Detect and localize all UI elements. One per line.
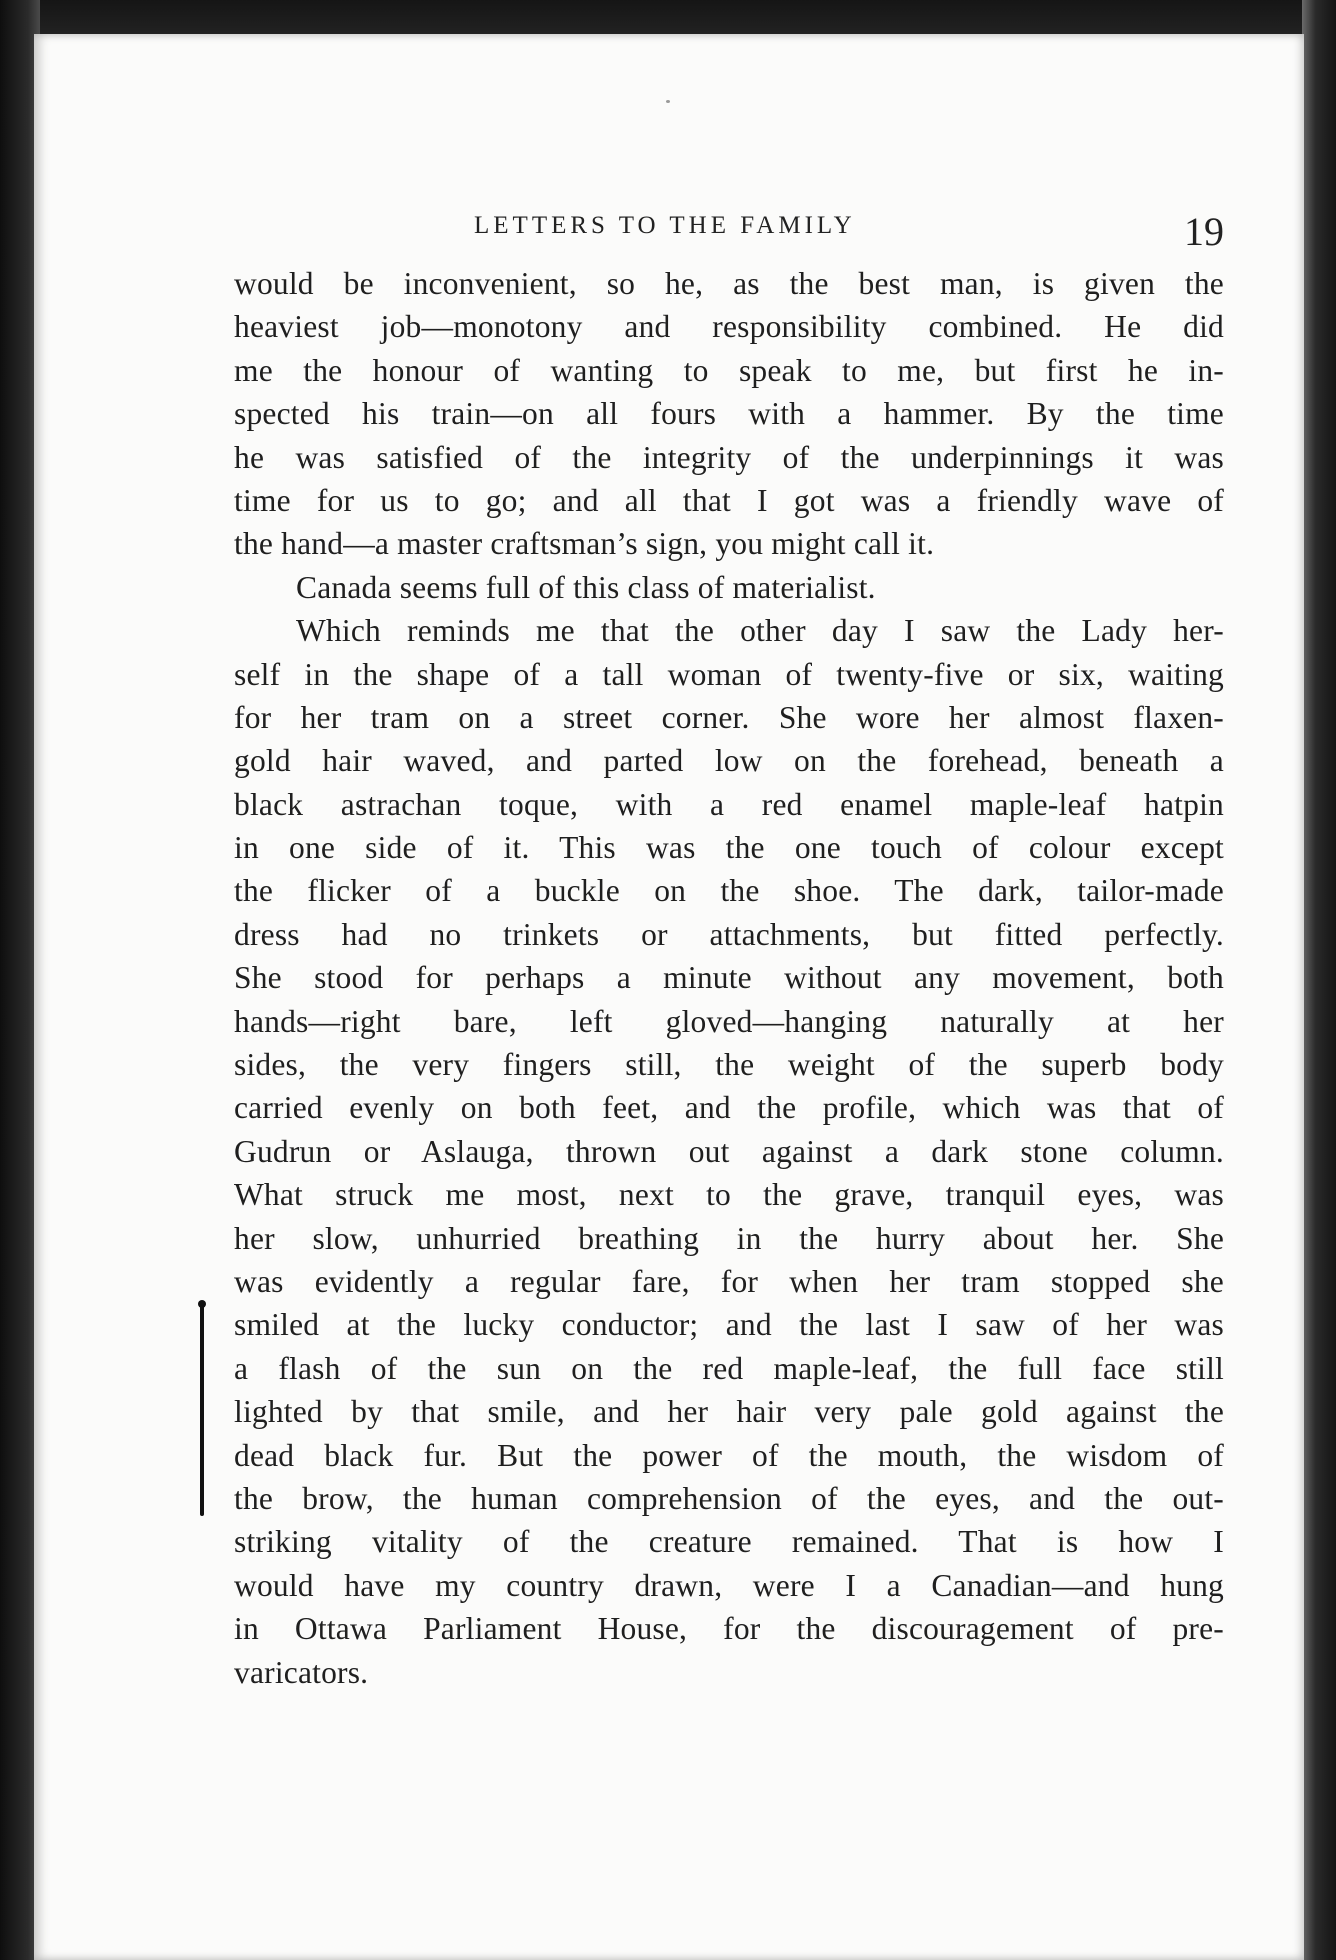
text-line: What struck me most, next to the grave, tranquil eyes, was — [234, 1177, 1224, 1213]
text-line: in one side of it. This was the one touch of colour except — [234, 830, 1224, 866]
text-line: self in the shape of a tall woman of twenty-five or six, waiting — [234, 656, 1224, 692]
book-page — [34, 34, 1304, 1960]
text-line: lighted by that smile, and her hair very pale gold against the — [234, 1394, 1224, 1430]
running-title: LETTERS TO THE FAMILY — [474, 212, 856, 239]
text-line: the flicker of a buckle on the shoe. The dark, tailor-made — [234, 873, 1224, 909]
text-line: for her tram on a street corner. She wore her almost flaxen- — [234, 699, 1224, 735]
running-head — [234, 184, 1224, 254]
text-line: smiled at the lucky conductor; and the last I saw of her was — [234, 1307, 1224, 1343]
text-line: Which reminds me that the other day I saw the Lady her- — [296, 613, 1224, 649]
text-line: spected his train—on all fours with a hammer. By the time — [234, 396, 1224, 432]
text-line: her slow, unhurried breathing in the hurry about her. She — [234, 1220, 1224, 1256]
text-line: time for us to go; and all that I got was a friendly wave of — [234, 482, 1224, 518]
text-line: Canada seems full of this class of materialist. — [296, 569, 876, 605]
text-line: dead black fur. But the power of the mouth, the wisdom of — [234, 1437, 1224, 1473]
text-line: the brow, the human comprehension of the eyes, and the out- — [234, 1480, 1224, 1516]
text-line: Gudrun or Aslauga, thrown out against a dark stone column. — [234, 1133, 1224, 1169]
page-content — [234, 184, 1224, 1694]
body-text — [234, 262, 1224, 1694]
text-line: black astrachan toque, with a red enamel maple-leaf hatpin — [234, 786, 1224, 822]
text-line: sides, the very fingers still, the weight of the superb body — [234, 1047, 1224, 1083]
text-line: gold hair waved, and parted low on the forehead, beneath a — [234, 743, 1224, 779]
page-number: 19 — [1184, 209, 1224, 254]
margin-mark — [200, 1304, 204, 1516]
scan-right-edge — [1302, 0, 1336, 1960]
text-line: a flash of the sun on the red maple-leaf, the full face still — [234, 1350, 1224, 1386]
text-line: heaviest job—monotony and responsibility combined. He did — [234, 309, 1224, 345]
text-line: dress had no trinkets or attachments, but fitted perfectly. — [234, 916, 1224, 952]
text-line: me the honour of wanting to speak to me, but first he in- — [234, 352, 1224, 388]
text-line: the hand—a master craftsman’s sign, you might call it. — [234, 526, 935, 562]
text-line: he was satisfied of the integrity of the underpinnings it was — [234, 439, 1224, 475]
text-line: was evidently a regular fare, for when her tram stopped she — [234, 1263, 1224, 1299]
text-line: She stood for perhaps a minute without any movement, both — [234, 960, 1224, 996]
text-line: carried evenly on both feet, and the profile, which was that of — [234, 1090, 1224, 1126]
text-line: varicators. — [234, 1654, 369, 1690]
text-line: would be inconvenient, so he, as the best man, is given the — [234, 266, 1224, 301]
text-line: hands—right bare, left gloved—hanging naturally at her — [234, 1003, 1224, 1039]
text-line: would have my country drawn, were I a Canadian—and hung — [234, 1567, 1224, 1603]
paper-speck — [666, 100, 670, 103]
text-line: in Ottawa Parliament House, for the discouragement of pre- — [234, 1611, 1224, 1647]
text-line: striking vitality of the creature remained. That is how I — [234, 1524, 1224, 1560]
